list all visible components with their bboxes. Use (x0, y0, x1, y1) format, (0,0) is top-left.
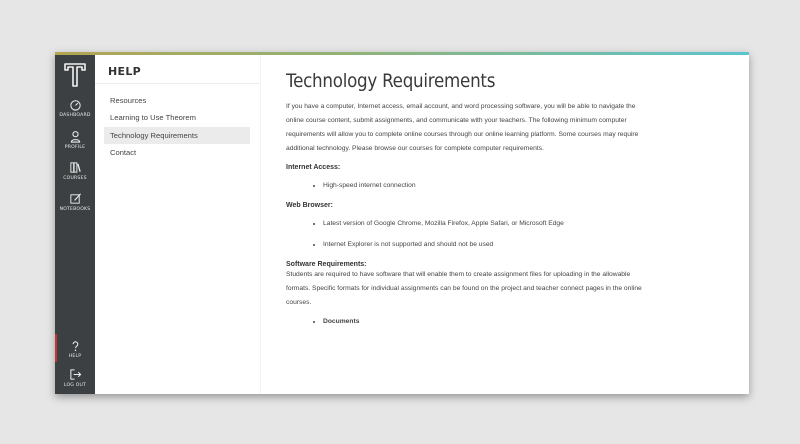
app-window (55, 52, 749, 394)
rail-item-dashboard[interactable] (55, 98, 95, 128)
rail-label: DASHBOARD (59, 113, 91, 118)
icon-rail (55, 52, 95, 394)
web-browser-heading: Web Browser: (286, 202, 333, 209)
software-requirements-text: Students are required to have software that will enable them to create assignment files for uploading in the allowable formats. Specific formats for individual assignments can be found on the project and teacher connect pages in the online courses. (286, 271, 642, 306)
software-requirements-heading: Software Requirements: (286, 261, 367, 268)
page-title: Technology Requirements (286, 70, 496, 92)
article (286, 70, 646, 328)
help-subnav (95, 52, 260, 394)
rail-item-help[interactable] (55, 339, 95, 369)
theorem-logo-icon[interactable] (63, 62, 87, 88)
accent-bar (55, 52, 749, 55)
internet-access-list (286, 180, 646, 192)
rail-item-logout[interactable] (55, 368, 95, 394)
list-item: • Internet Explorer is not supported and should not be used (323, 239, 646, 251)
list-item: • Latest version of Google Chrome, Mozilla Firefox, Apple Safari, or Microsoft Edge (323, 218, 646, 230)
notebooks-edit-icon (69, 192, 82, 205)
software-list (286, 316, 646, 328)
list-item: • High-speed internet connection (323, 180, 646, 192)
dashboard-gauge-icon (69, 98, 82, 111)
subnav-item-contact[interactable]: Contact (110, 148, 137, 157)
rail-label: NOTEBOOKS (59, 207, 91, 212)
rail-label: COURSES (63, 176, 87, 181)
profile-person-icon (69, 130, 82, 143)
list-item: • Documents (323, 316, 646, 328)
subnav-item-learning-to-use-theorem[interactable]: Learning to Use Theorem (110, 113, 196, 122)
rail-item-notebooks[interactable] (55, 192, 95, 222)
logout-icon (69, 368, 82, 381)
rail-label: LOG OUT (63, 383, 87, 388)
subnav-item-technology-requirements[interactable]: Technology Requirements (104, 127, 250, 144)
divider (95, 83, 260, 84)
rail-item-courses[interactable] (55, 161, 95, 191)
intro-paragraph: If you have a computer, Internet access, email account, and word processing software, you will be able to navigate the online course content, submit assignments, and communicate with your teachers. The following minimum computer requirements will allow you to complete online courses through our online learning platform. Some courses may require additional technology. Please browse our courses for complete computer requirements. (286, 103, 639, 152)
help-bulb-icon (69, 339, 82, 352)
internet-access-heading: Internet Access: (286, 164, 341, 171)
rail-item-profile[interactable] (55, 130, 95, 160)
rail-label: HELP (68, 354, 82, 359)
web-browser-list (286, 218, 646, 251)
main-content[interactable] (260, 52, 749, 394)
subnav-title: HELP (108, 65, 141, 78)
subnav-item-resources[interactable]: Resources (110, 96, 147, 105)
rail-label: PROFILE (64, 145, 86, 150)
courses-books-icon (69, 161, 82, 174)
